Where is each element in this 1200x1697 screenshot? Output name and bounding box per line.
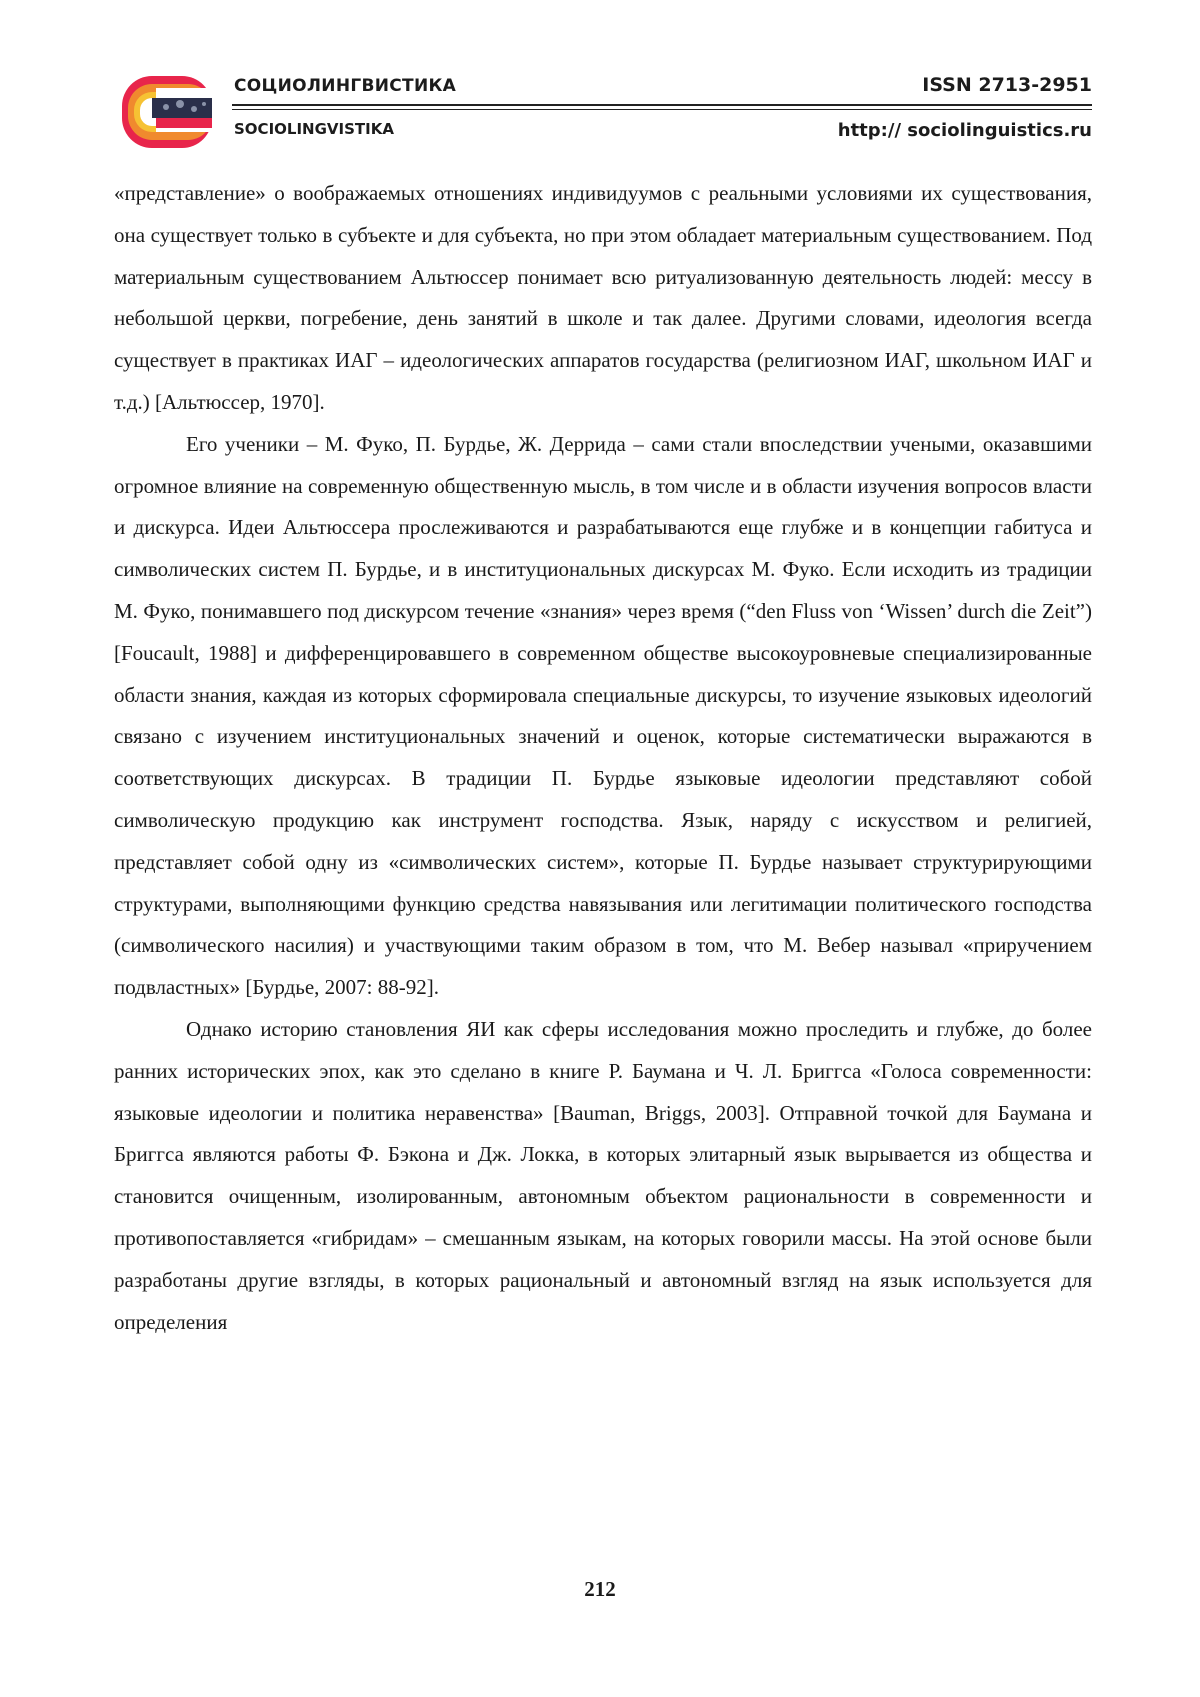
- paragraph: Однако историю становления ЯИ как сферы исследования можно проследить и глубже, до более ранних исторических эпох, как это сделано в книге Р. Баумана и Ч. Л. Бриггса «Голоса современности: языковые идеологии и политика неравенства» [Bauman, Briggs, 2003]. Отправной точкой для Баумана и Бриггса являются работы Ф. Бэкона и Дж. Локка, в которых элитарный язык вырывается из общества и становится очищенным, изолированным, автономным объектом рациональности в современности и противопоставляется «гибридам» – смешанным языкам, на которых говорили массы. На этой основе были разработаны другие взгляды, в которых рациональный и автономный взгляд на язык используется для определения: [114, 1016, 1092, 1334]
- header-rule: [232, 104, 1092, 106]
- paragraph: «представление» о воображаемых отношениях индивидуумов с реальными условиями их существования, она существует только в субъекте и для субъекта, но при этом обладает материальным существованием. Под материальным существованием Альтюссер понимает всю ритуализованную деятельность людей: мессу в небольшой церкви, погребение, день занятий в школе и так далее. Другими словами, идеология всегда существует в практиках ИАГ – идеологических аппаратов государства (религиозном ИАГ, школьном ИАГ и т.д.) [Альтюссер, 1970].: [114, 181, 1092, 414]
- journal-logo: [114, 74, 216, 150]
- paragraph: Его ученики – М. Фуко, П. Бурдье, Ж. Деррида – сами стали впоследствии учеными, оказавшими огромное влияние на современную общественную мысль, в том числе и в области изучения вопросов власти и дискурса. Идеи Альтюссера прослеживаются и разрабатываются еще глубже и в концепции габитуса и символических систем П. Бурдье, и в институциональных дискурсах М. Фуко. Если исходить из традиции М. Фуко, понимавшего под дискурсом течение «знания» через время (“den Fluss von ‘Wissen’ durch die Zeit”) [Foucault, 1988] и дифференцировавшего в современном обществе высокоуровневые специализированные области знания, каждая из которых сформировала специальные дискурсы, то изучение языковых идеологий связано с изучением институциональных значений и оценок, которые систематически выражаются в соответствующих дискурсах. В традиции П. Бурдье языковые идеологии представляют собой символическую продукцию как инструмент господства. Язык, наряду с искусством и религией, представляет собой одну из «символических систем», которые П. Бурдье называет структурирующими структурами, выполняющими функцию средства навязывания или легитимации политического господства (символического насилия) и участвующими таким образом в том, что М. Вебер называл «приручением подвластных» [Бурдье, 2007: 88-92].: [114, 431, 1092, 1000]
- article-body: [114, 173, 1092, 1343]
- header-rule-thin: [232, 109, 1092, 110]
- page-header: [114, 70, 1092, 150]
- journal-url[interactable]: http:// sociolinguistics.ru: [837, 120, 1092, 141]
- page-number: 212: [584, 1577, 616, 1601]
- issn: ISSN 2713-2951: [922, 74, 1092, 96]
- journal-title-ru: СОЦИОЛИНГВИСТИКА: [234, 76, 457, 96]
- journal-title-en: SOCIOLINGVISTIKA: [234, 120, 394, 138]
